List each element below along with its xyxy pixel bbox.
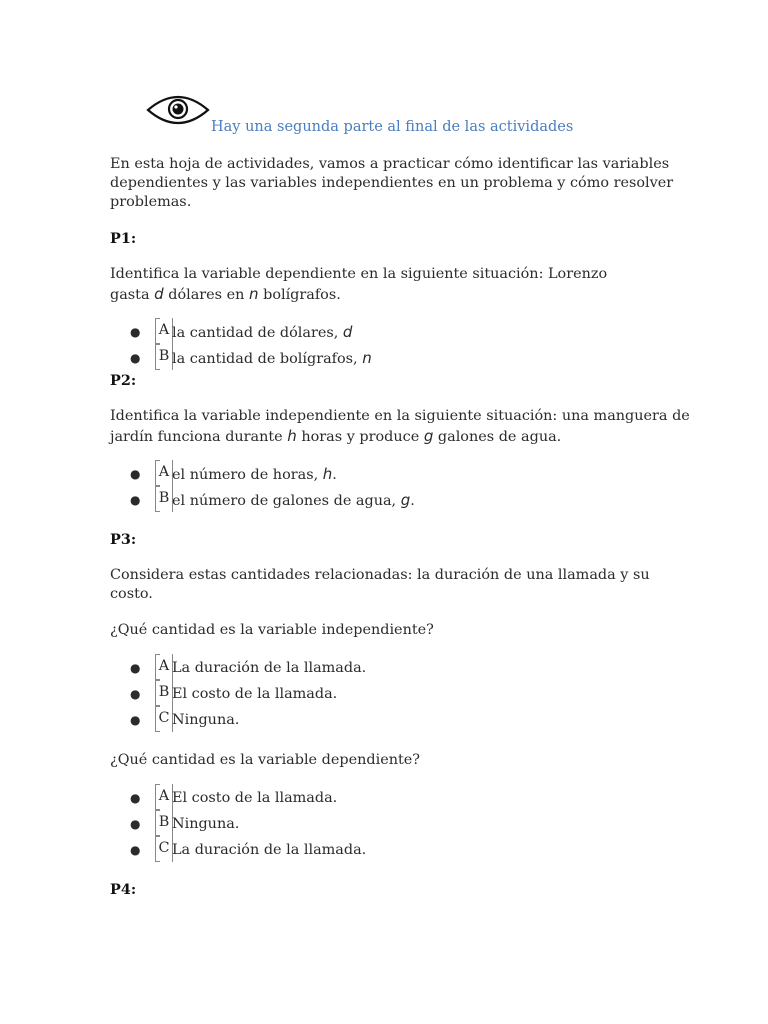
option-text: la cantidad de bolígrafos, n: [172, 349, 372, 367]
option-text: el número de horas, h.: [172, 465, 337, 483]
bullet: ●: [130, 661, 141, 675]
answer-box[interactable]: B: [155, 344, 173, 370]
intro-line-2: dependientes y las variables independientes en un problema y cómo resolver: [110, 175, 674, 191]
p3-heading: P3:: [110, 531, 137, 548]
p3-subquestion-2: ¿Qué cantidad es la variable dependiente?: [110, 752, 420, 768]
answer-box[interactable]: B: [155, 810, 173, 836]
variable-g: g: [423, 427, 434, 445]
bullet: ●: [130, 467, 141, 481]
option-text: El costo de la llamada.: [172, 790, 338, 806]
answer-box[interactable]: A: [155, 784, 173, 810]
option-text: La duración de la llamada.: [172, 660, 367, 676]
answer-box[interactable]: A: [155, 460, 173, 486]
banner-note: Hay una segunda parte al final de las actividades: [211, 119, 574, 135]
p2-heading: P2:: [110, 372, 137, 389]
answer-box[interactable]: B: [155, 486, 173, 512]
answer-box[interactable]: A: [155, 654, 173, 680]
bullet: ●: [130, 325, 141, 339]
p2-question-line-1: Identifica la variable independiente en la siguiente situación: una manguera de: [110, 408, 690, 424]
answer-box[interactable]: A: [155, 318, 173, 344]
option-text: Ninguna.: [172, 816, 240, 832]
p1-question-line-2: gasta d dólares en n bolígrafos.: [110, 285, 341, 303]
variable-n: n: [249, 285, 259, 303]
option-text: El costo de la llamada.: [172, 686, 338, 702]
option-text: la cantidad de dólares, d: [172, 323, 353, 341]
p2-question-line-2: jardín funciona durante h horas y produce g galones de agua.: [110, 427, 562, 445]
answer-box[interactable]: B: [155, 680, 173, 706]
bullet: ●: [130, 351, 141, 365]
p4-heading: P4:: [110, 881, 137, 898]
option-text: La duración de la llamada.: [172, 842, 367, 858]
bullet: ●: [130, 713, 141, 727]
answer-box[interactable]: C: [155, 706, 173, 732]
variable-d: d: [154, 285, 164, 303]
p1-heading: P1:: [110, 230, 137, 247]
bullet: ●: [130, 791, 141, 805]
eye-icon: [145, 90, 211, 130]
bullet: ●: [130, 687, 141, 701]
answer-box[interactable]: C: [155, 836, 173, 862]
bullet: ●: [130, 817, 141, 831]
p3-question-line-1: Considera estas cantidades relacionadas: la duración de una llamada y su: [110, 567, 650, 583]
intro-line-1: En esta hoja de actividades, vamos a practicar cómo identificar las variables: [110, 156, 670, 172]
bullet: ●: [130, 843, 141, 857]
option-text: el número de galones de agua, g.: [172, 491, 415, 509]
option-text: Ninguna.: [172, 712, 240, 728]
p1-question-line-1: Identifica la variable dependiente en la siguiente situación: Lorenzo: [110, 266, 608, 282]
bullet: ●: [130, 493, 141, 507]
p3-subquestion-1: ¿Qué cantidad es la variable independiente?: [110, 622, 434, 638]
p3-question-line-2: costo.: [110, 586, 153, 602]
variable-h: h: [287, 427, 297, 445]
intro-line-3: problemas.: [110, 194, 192, 210]
